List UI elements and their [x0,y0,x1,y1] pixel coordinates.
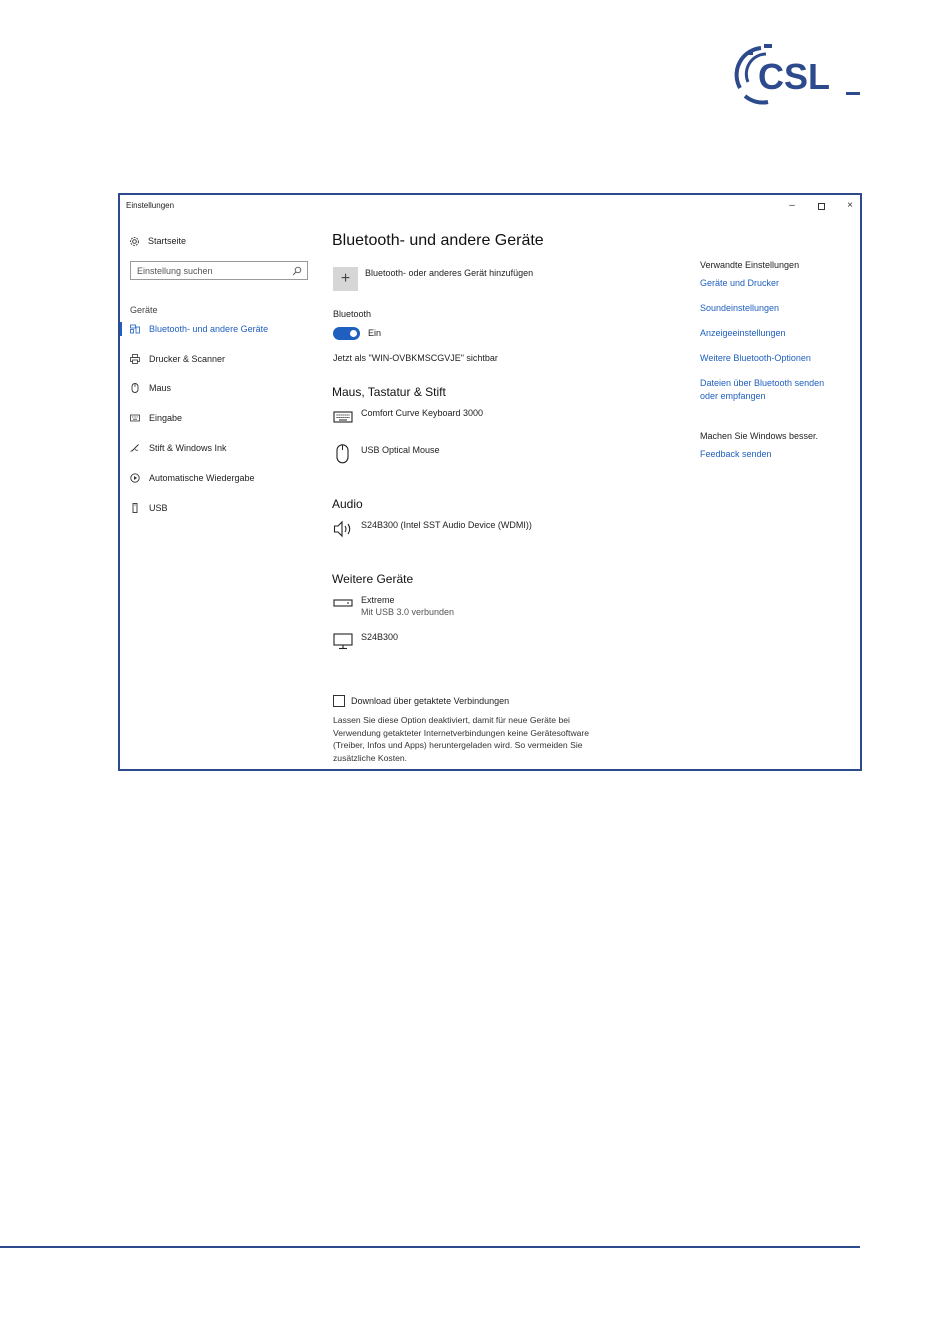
title-bar [120,195,860,217]
svg-text:CSL: CSL [758,56,830,97]
sidebar [120,217,320,769]
plus-icon: + [333,267,358,291]
keyboard-icon [333,407,353,427]
mouse-icon [130,383,140,393]
close-icon: × [847,200,853,211]
search-placeholder: Einstellung suchen [137,266,213,276]
page-title: Bluetooth- und andere Geräte [332,232,544,249]
device-mouse[interactable] [333,444,440,464]
sidebar-section-label: Geräte [130,305,158,315]
toggle-knob [350,330,357,337]
window-title: Einstellungen [126,201,175,210]
bluetooth-toggle-state: Ein [368,328,382,338]
link-send-feedback[interactable]: Feedback senden [700,449,772,459]
monitor-icon [333,631,353,651]
sidebar-item-label: Maus [149,383,172,393]
add-device-label: Bluetooth- oder anderes Gerät hinzufügen [365,268,534,278]
sidebar-item-printers[interactable] [120,351,320,367]
settings-window [118,193,862,771]
usb-icon [130,503,140,513]
close-button[interactable] [836,198,862,214]
drive-icon [333,594,353,614]
link-sound-settings[interactable]: Soundeinstellungen [700,303,780,313]
sidebar-item-input[interactable] [120,410,320,426]
printer-icon [130,354,140,364]
mouse-icon [333,444,353,464]
device-name: USB Optical Mouse [361,445,440,455]
checkbox-box[interactable] [333,695,345,707]
maximize-icon [818,203,825,210]
search-input[interactable] [130,261,308,280]
csl-logo [728,40,862,110]
bluetooth-toggle[interactable] [333,327,360,340]
section-heading-audio: Audio [332,497,363,511]
gear-icon [129,236,140,247]
sidebar-home[interactable] [129,234,186,248]
device-name: Extreme [361,595,395,605]
device-status: Mit USB 3.0 verbunden [361,607,455,617]
metered-download-description: Lassen Sie diese Option deaktiviert, damit für neue Geräte bei Verwendung getakteter Internetverbindungen keine Gerätesoftware (Treiber, Infos und Apps) heruntergeladen wird. So vermeiden Sie zusätzliche Kosten. [333,715,590,763]
metered-download-label: Download über getaktete Verbindungen [351,696,510,706]
improve-windows-heading: Machen Sie Windows besser. [700,431,819,441]
autoplay-icon [130,473,140,483]
minimize-icon: – [789,200,795,211]
section-heading-other: Weitere Geräte [332,572,414,586]
sidebar-item-label: Stift & Windows Ink [149,443,227,453]
keyboard-icon [130,413,140,423]
add-device-button[interactable] [333,267,533,291]
pen-icon [130,443,140,453]
sidebar-item-label: Automatische Wiedergabe [149,473,255,483]
device-keyboard[interactable] [333,407,483,427]
device-name: Comfort Curve Keyboard 3000 [361,408,484,418]
related-settings-heading: Verwandte Einstellungen [700,260,800,270]
bluetooth-label: Bluetooth [333,309,372,319]
device-drive[interactable] [333,594,454,618]
footer-rule [0,1246,860,1248]
device-name: S24B300 (Intel SST Audio Device (WDMI)) [361,520,532,530]
link-more-bluetooth-options[interactable]: Weitere Bluetooth-Optionen [700,353,811,363]
device-monitor[interactable] [333,631,398,651]
sidebar-item-usb[interactable] [120,500,320,516]
sidebar-item-label: Drucker & Scanner [149,354,226,364]
metered-download-checkbox[interactable] [333,695,509,707]
sidebar-home-label: Startseite [148,236,187,246]
sidebar-item-label: Eingabe [149,413,183,423]
link-display-settings[interactable]: Anzeigeeinstellungen [700,328,786,338]
sidebar-item-pen[interactable] [120,440,320,456]
section-heading-input: Maus, Tastatur & Stift [332,385,446,399]
sidebar-item-mouse[interactable] [120,380,320,396]
sidebar-item-label: USB [149,503,168,513]
bluetooth-devices-icon [130,324,140,334]
speaker-icon [333,519,353,539]
sidebar-item-autoplay[interactable] [120,470,320,486]
device-audio[interactable] [333,519,532,539]
csl-logo-graphic [728,40,862,110]
minimize-button[interactable] [778,198,806,214]
visibility-status: Jetzt als "WIN-OVBKMSCGVJE" sichtbar [333,353,498,363]
link-bluetooth-file-transfer[interactable]: Dateien über Bluetooth senden oder empfangen [700,378,825,401]
device-name: S24B300 [361,632,399,642]
sidebar-item-bluetooth[interactable] [120,321,320,337]
link-devices-printers[interactable]: Geräte und Drucker [700,278,780,288]
search-icon [292,266,302,276]
sidebar-item-label: Bluetooth- und andere Geräte [149,324,269,334]
maximize-button[interactable] [807,198,835,214]
